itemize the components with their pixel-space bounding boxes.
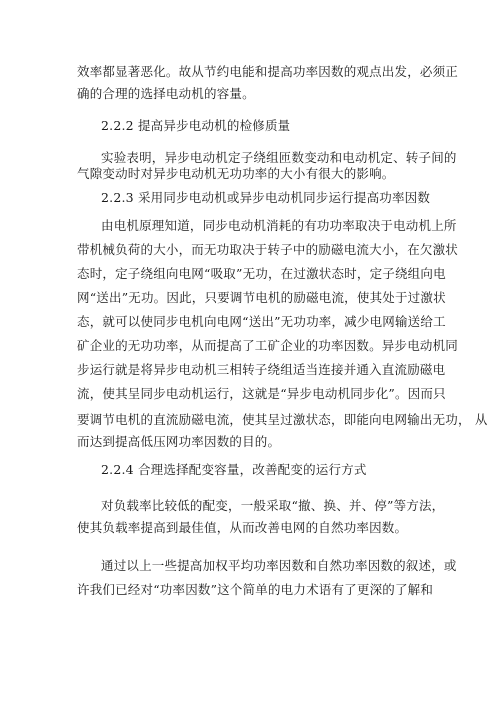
paragraph-line: 确的合理的选择电动机的容量。 [77, 86, 255, 101]
paragraph-line: 而达到提高低压网功率因数的目的。 [77, 434, 281, 449]
section-heading: 2.2.3 采用同步电动机或异步电动机同步运行提高功率因数 [101, 190, 431, 205]
section-heading: 2.2.2 提高异步电动机的检修质量 [101, 118, 291, 133]
paragraph-line: 通过以上一些提高加权平均功率因数和自然功率因数的叙述，或 [101, 558, 457, 573]
paragraph-line: 步运行就是将异步电动机三相转子绕组适当连接并通入直流励磁电 [77, 362, 446, 377]
paragraph-line: 对负载率比较低的配变，一般采取“撤、换、并、停”等方法， [101, 498, 445, 513]
paragraph-line: 实验表明，异步电动机定子绕组匝数变动和电动机定、转子间的 [101, 150, 457, 165]
paragraph-line: 流，使其呈同步电动机运行，这就是“异步电动机同步化”。因而只 [77, 386, 446, 401]
section-heading: 2.2.4 合理选择配变容量，改善配变的运行方式 [101, 462, 367, 477]
paragraph-line: 要调节电机的直流励磁电流，使其呈过激状态，即能向电网输出无功， 从 [77, 412, 488, 427]
paragraph-line: 态时，定子绕组向电网“吸取”无功，在过激状态时，定子绕组向电 [77, 266, 446, 281]
paragraph-line: 带机械负荷的大小，而无功取决于转子中的励磁电流大小，在欠激状 [77, 242, 459, 257]
paragraph-line: 使其负载率提高到最佳值，从而改善电网的自然功率因数。 [77, 520, 408, 535]
paragraph-line: 效率都显著恶化。故从节约电能和提高功率因数的观点出发，必须正 [77, 64, 459, 79]
paragraph-line: 矿企业的无功功率，从而提高了工矿企业的功率因数。异步电动机同 [77, 338, 459, 353]
paragraph-line: 网“送出”无功。因此，只要调节电机的励磁电流，使其处于过激状 [77, 290, 446, 305]
paragraph-line: 许我们已经对“功率因数”这个简单的电力术语有了更深的了解和 [77, 582, 434, 597]
paragraph-line: 气隙变动时对异步电动机无功功率的大小有很大的影响。 [77, 166, 395, 181]
paragraph-line: 由电机原理知道，同步电动机消耗的有功功率取决于电动机上所 [101, 218, 457, 233]
paragraph-line: 态，就可以使同步电机向电网“送出”无功功率，减少电网输送给工 [77, 314, 446, 329]
